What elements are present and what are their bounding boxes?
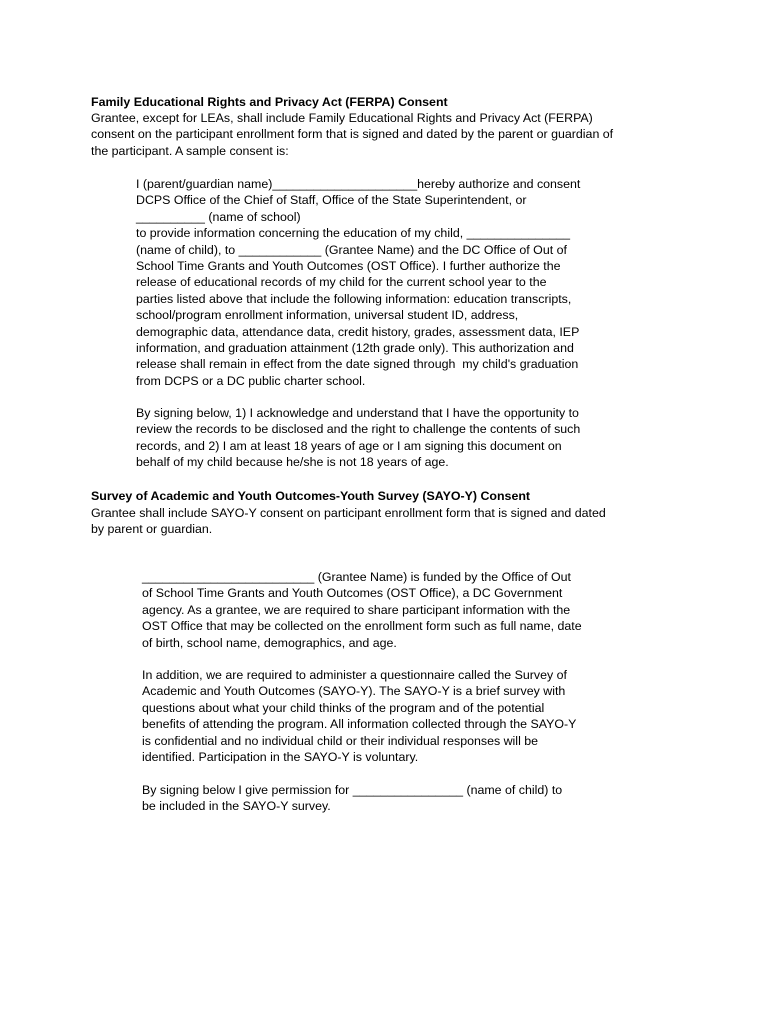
ferpa-acknowledge-paragraph [136,405,580,471]
ferpa-consent-line: __________ (name of school) [136,209,301,224]
sayo-questionnaire-line: questions about what your child thinks of the program and of the potential [142,700,545,715]
ferpa-intro-line: consent on the participant enrollment form that is signed and dated by the parent or guardian of [91,127,614,142]
sayo-funding-paragraph [142,569,582,651]
ferpa-acknowledge-line: review the records to be disclosed and the right to challenge the contents of such [136,422,581,437]
ferpa-intro-line: the participant. A sample consent is: [91,143,289,158]
sayo-questionnaire-line: In addition, we are required to administer a questionnaire called the Survey of [142,668,567,682]
sayo-permission-line: By signing below I give permission for ________________ (name of child) to [142,783,563,797]
sayo-intro-line: by parent or guardian. [91,522,213,537]
sayo-questionnaire-line: benefits of attending the program. All information collected through the SAYO-Y [142,717,577,732]
sayo-funding-line: OST Office that may be collected on the enrollment form such as full name, date [142,619,582,634]
ferpa-consent-line: DCPS Office of the Chief of Staff, Office of the State Superintendent, or [136,193,527,208]
ferpa-consent-paragraph [136,176,580,389]
sayo-questionnaire-line: identified. Participation in the SAYO-Y is voluntary. [142,750,419,765]
ferpa-consent-line: release of educational records of my child for the current school year to the [136,275,547,290]
sayo-heading-text: Survey of Academic and Youth Outcomes-Youth Survey (SAYO-Y) Consent [91,489,531,503]
ferpa-consent-line: to provide information concerning the education of my child, _______________ [136,226,570,241]
sayo-funding-line: agency. As a grantee, we are required to share participant information with the [142,602,571,617]
ferpa-intro-paragraph [91,110,613,159]
sayo-heading [91,488,530,504]
sayo-funding-line: of birth, school name, demographics, and age. [142,635,397,650]
sayo-intro-line: Grantee shall include SAYO-Y consent on participant enrollment form that is signed and dated [91,506,606,520]
ferpa-consent-line: school/program enrollment information, universal student ID, address, [136,308,519,323]
ferpa-consent-line: I (parent/guardian name)_____________________hereby authorize and consent [136,177,581,191]
ferpa-consent-line: release shall remain in effect from the date signed through my child's graduation [136,357,579,372]
ferpa-consent-line: information, and graduation attainment (12th grade only). This authorization and [136,341,574,356]
sayo-permission-line: be included in the SAYO-Y survey. [142,799,331,814]
sayo-funding-line: _________________________ (Grantee Name) is funded by the Office of Out [142,570,571,584]
ferpa-heading [91,94,448,110]
sayo-permission-paragraph [142,782,562,815]
ferpa-consent-line: School Time Grants and Youth Outcomes (OST Office). I further authorize the [136,259,561,274]
sayo-questionnaire-paragraph [142,667,576,765]
ferpa-intro-line: Grantee, except for LEAs, shall include Family Educational Rights and Privacy Act (FERPA) [91,111,593,125]
sayo-questionnaire-line: Academic and Youth Outcomes (SAYO-Y). The SAYO-Y is a brief survey with [142,684,566,699]
ferpa-consent-line: from DCPS or a DC public charter school. [136,373,366,388]
sayo-funding-line: of School Time Grants and Youth Outcomes (OST Office), a DC Government [142,586,563,601]
ferpa-consent-line: (name of child), to ____________ (Grantee Name) and the DC Office of Out of [136,242,567,257]
sayo-intro-paragraph [91,505,606,538]
ferpa-heading-text: Family Educational Rights and Privacy Act (FERPA) Consent [91,95,448,109]
ferpa-consent-line: parties listed above that include the following information: education transcripts, [136,291,572,306]
ferpa-consent-line: demographic data, attendance data, credit history, grades, assessment data, IEP [136,324,580,339]
ferpa-acknowledge-line: behalf of my child because he/she is not 18 years of age. [136,455,449,470]
ferpa-acknowledge-line: By signing below, 1) I acknowledge and understand that I have the opportunity to [136,406,579,420]
sayo-questionnaire-line: is confidential and no individual child or their individual responses will be [142,733,539,748]
ferpa-acknowledge-line: records, and 2) I am at least 18 years of age or I am signing this document on [136,438,562,453]
